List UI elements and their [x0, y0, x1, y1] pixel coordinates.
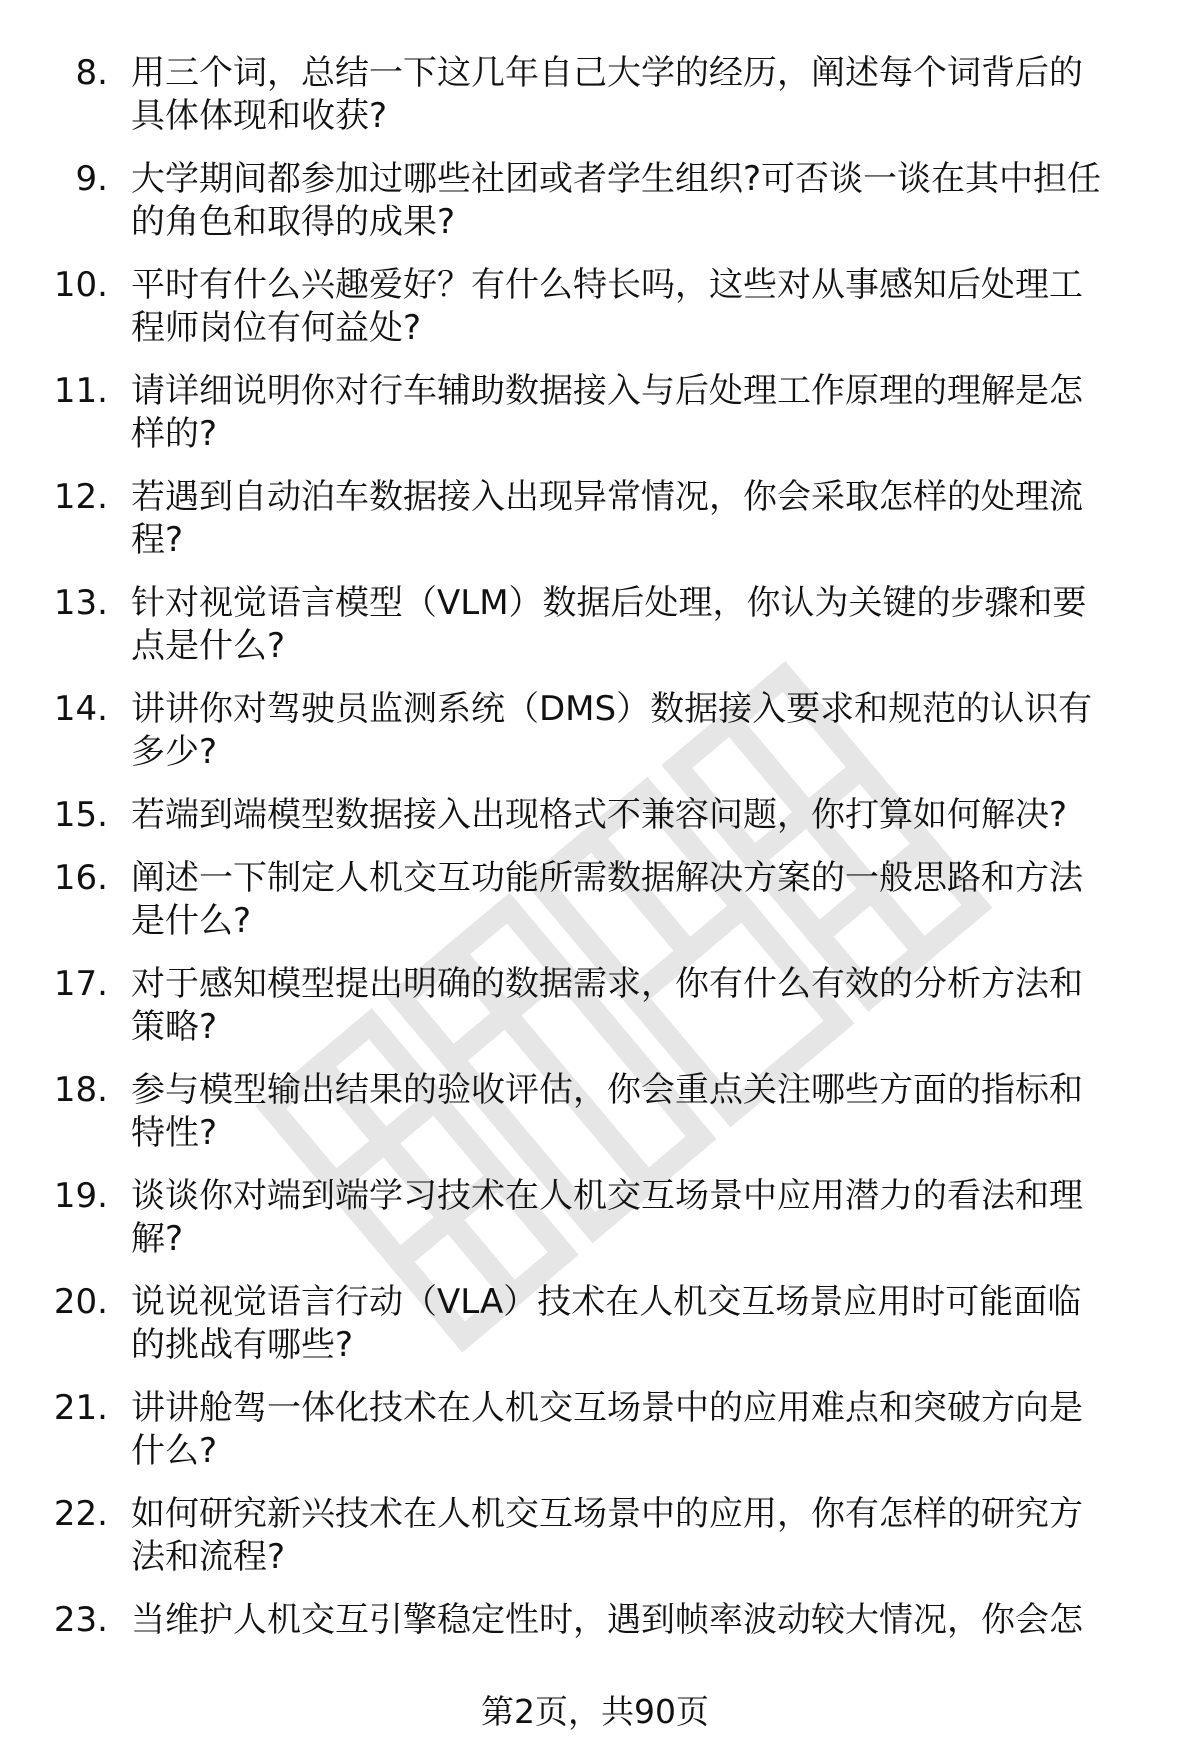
question-item — [0, 1599, 1190, 1642]
question-item — [0, 1387, 1190, 1473]
question-item — [0, 688, 1190, 774]
question-text: 谈谈你对端到端学习技术在人机交互场景中应用潜力的看法和理 解? — [131, 1176, 1083, 1259]
question-number: 23. — [53, 1600, 108, 1640]
question-text: 讲讲你对驾驶员监测系统（DMS）数据接入要求和规范的认识有 多少? — [131, 689, 1093, 772]
question-text: 如何研究新兴技术在人机交互场景中的应用，你有怎样的研究方 法和流程? — [131, 1494, 1083, 1577]
question-item — [0, 52, 1190, 138]
page-footer: 第2页，共90页 — [481, 1692, 709, 1731]
question-text: 平时有什么兴趣爱好？有什么特长吗，这些对从事感知后处理工 程师岗位有何益处? — [131, 265, 1083, 348]
question-text: 阐述一下制定人机交互功能所需数据解决方案的一般思路和方法 是什么? — [131, 858, 1083, 941]
question-number: 9. — [75, 159, 108, 199]
question-number: 15. — [53, 795, 108, 835]
question-item — [0, 158, 1190, 244]
question-text: 讲讲舱驾一体化技术在人机交互场景中的应用难点和突破方向是 什么? — [131, 1388, 1083, 1471]
question-text: 当维护人机交互引擎稳定性时，遇到帧率波动较大情况，你会怎 — [131, 1600, 1083, 1640]
question-item — [0, 476, 1190, 562]
question-item — [0, 794, 1190, 837]
question-item — [0, 264, 1190, 350]
question-number: 21. — [53, 1388, 108, 1428]
question-number: 13. — [53, 583, 108, 623]
question-number: 19. — [53, 1176, 108, 1216]
question-item — [0, 582, 1190, 668]
question-item — [0, 1281, 1190, 1367]
question-text: 若端到端模型数据接入出现格式不兼容问题，你打算如何解决? — [131, 795, 1068, 835]
question-item — [0, 1493, 1190, 1579]
question-number: 18. — [53, 1070, 108, 1110]
question-text: 请详细说明你对行车辅助数据接入与后处理工作原理的理解是怎 样的? — [131, 371, 1083, 454]
question-number: 22. — [53, 1494, 108, 1534]
question-item — [0, 1175, 1190, 1261]
question-text: 用三个词，总结一下这几年自己大学的经历，阐述每个词背后的 具体体现和收获? — [131, 53, 1083, 136]
question-number: 17. — [53, 964, 108, 1004]
question-number: 16. — [53, 858, 108, 898]
question-text: 对于感知模型提出明确的数据需求，你有什么有效的分析方法和 策略? — [131, 964, 1083, 1047]
question-text: 针对视觉语言模型（VLM）数据后处理，你认为关键的步骤和要 点是什么? — [131, 583, 1087, 666]
question-list — [0, 52, 1190, 1662]
question-number: 11. — [53, 371, 108, 411]
question-text: 若遇到自动泊车数据接入出现异常情况，你会采取怎样的处理流 程? — [131, 477, 1083, 560]
question-number: 20. — [53, 1282, 108, 1322]
question-number: 14. — [53, 689, 108, 729]
question-item — [0, 963, 1190, 1049]
question-text: 参与模型输出结果的验收评估，你会重点关注哪些方面的指标和 特性? — [131, 1070, 1083, 1153]
question-item — [0, 857, 1190, 943]
question-number: 10. — [53, 265, 108, 305]
question-item — [0, 370, 1190, 456]
question-number: 8. — [75, 53, 108, 93]
question-number: 12. — [53, 477, 108, 517]
question-text: 大学期间都参加过哪些社团或者学生组织?可否谈一谈在其中担任 的角色和取得的成果? — [131, 159, 1102, 242]
question-text: 说说视觉语言行动（VLA）技术在人机交互场景应用时可能面临 的挑战有哪些? — [131, 1282, 1082, 1365]
question-item — [0, 1069, 1190, 1155]
